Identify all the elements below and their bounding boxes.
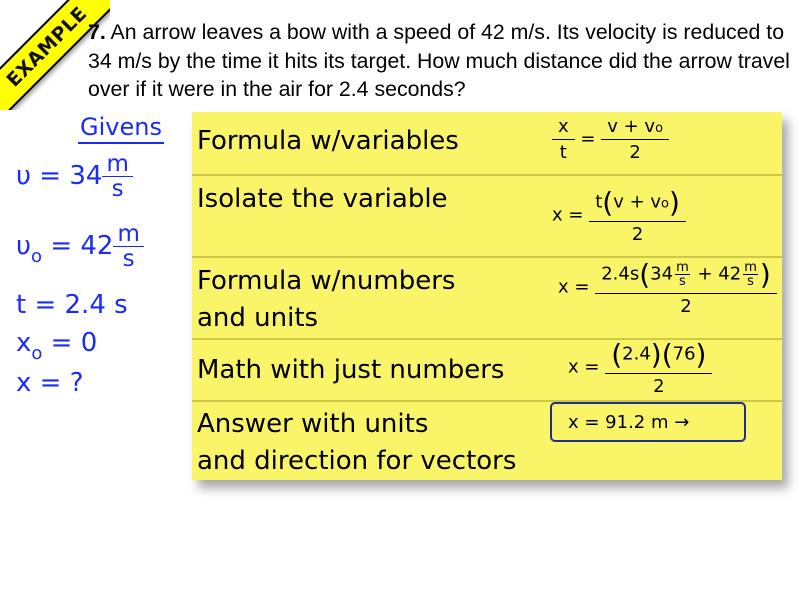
equals-sign: =: [580, 128, 596, 150]
given-t: t = 2.4 s: [16, 290, 128, 320]
banner-label: EXAMPLE: [2, 2, 92, 92]
unit-num: m: [102, 152, 132, 177]
formula-numbers: [558, 258, 777, 317]
isolate-sub: o: [661, 196, 670, 212]
unit-den: s: [111, 176, 124, 202]
rhs-num: [601, 116, 669, 140]
given-v0-rhs: = 42: [50, 231, 114, 261]
just-numbers-den: 2: [653, 376, 665, 397]
unit-num: m: [744, 260, 757, 275]
answer-text: x = 91.2 m →: [568, 412, 690, 433]
problem-statement: [88, 18, 798, 104]
lhs-den: t: [559, 142, 567, 163]
isolate-t: t: [595, 191, 603, 213]
unit-fraction: [675, 261, 690, 288]
row-label-line2: and units: [197, 303, 319, 333]
rhs-num-sub: o: [655, 121, 664, 136]
givens-title: Givens: [78, 112, 164, 144]
row-label-line1: Formula w/numbers: [197, 266, 456, 296]
rhs-den: 2: [629, 142, 641, 163]
isolate-inner: v + v: [613, 191, 662, 213]
given-x0: [16, 328, 98, 364]
given-v0-symbol: υ: [16, 231, 32, 261]
table-row: [192, 112, 782, 174]
numbers-c: + 42: [697, 263, 742, 285]
just-numbers-num: (2.4)(76): [605, 338, 712, 374]
row-label-line1: Answer with units: [197, 409, 429, 439]
given-x0-symbol: x: [16, 328, 32, 358]
problem-number: 7.: [88, 20, 106, 44]
isolate-fraction: [589, 186, 686, 245]
given-v: [16, 152, 133, 201]
numbers-lhs: x =: [558, 276, 590, 298]
just-numbers-lhs: x =: [568, 356, 600, 378]
given-v-lhs: υ = 34: [16, 161, 103, 191]
isolate-lhs: x =: [552, 204, 584, 226]
given-x: x = ?: [16, 368, 84, 398]
lhs-num: x: [552, 116, 575, 140]
just-numbers-b: 76: [672, 343, 696, 365]
numbers-num: 2.4s(34 $\frac{m}{s}$ + 42 $\frac{m}{s}$ ): [595, 258, 777, 294]
answer-box: [550, 402, 746, 442]
row-label: Formula w/variables: [197, 126, 459, 156]
unit-den: s: [122, 246, 135, 272]
numbers-fraction: [595, 258, 777, 317]
just-numbers-fraction: [605, 338, 712, 397]
just-numbers-a: 2.4: [622, 343, 651, 365]
unit-num: m: [113, 222, 143, 247]
given-v-unit: [102, 152, 132, 201]
given-v0: [16, 222, 144, 271]
formula-isolated: [552, 186, 686, 245]
row-label-line2: and direction for vectors: [197, 446, 517, 476]
unit-den: s: [747, 274, 754, 289]
rhs-num-text: v + v: [607, 116, 656, 137]
numbers-a: 2.4s: [601, 263, 640, 285]
isolate-num: t(v + vo): [589, 186, 686, 222]
given-v0-unit: [113, 222, 143, 271]
numbers-b: 34: [650, 263, 674, 285]
unit-num: m: [676, 260, 689, 275]
numbers-den: 2: [680, 296, 692, 317]
formula-just-numbers: [568, 338, 712, 397]
isolate-den: 2: [631, 224, 644, 245]
unit-fraction: [743, 261, 758, 288]
row-label: Math with just numbers: [197, 355, 505, 385]
formula-variables: [552, 116, 669, 163]
row-label: Isolate the variable: [197, 184, 448, 214]
rhs-fraction: [601, 116, 669, 163]
given-v0-sub: o: [31, 246, 43, 267]
problem-text: An arrow leaves a bow with a speed of 42 m/s. Its velocity is reduced to 34 m/s by the time it hits its target. How much distance did the arrow travel over if it were in the air for 2.4 seconds?: [88, 20, 790, 101]
unit-den: s: [679, 274, 686, 289]
given-x0-sub: o: [31, 343, 43, 364]
lhs-fraction: [552, 116, 575, 163]
table-row: [192, 174, 782, 258]
given-x0-rhs: = 0: [50, 328, 98, 358]
